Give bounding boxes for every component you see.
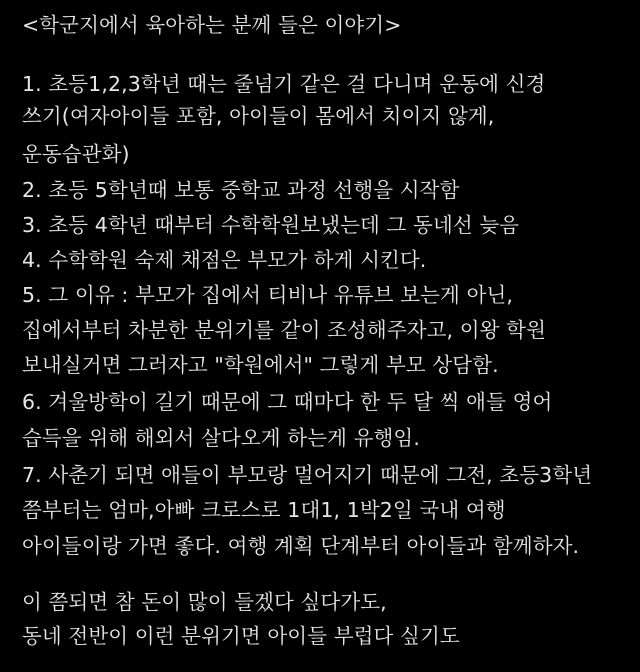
item-1-line-2: 쓰기(여자아이들 포함, 아이들이 몸에서 치이지 않게,: [22, 104, 495, 128]
item-7-line-1: 7. 사춘기 되면 애들이 부모랑 멀어지기 때문에 그전, 초등3학년: [22, 463, 593, 487]
item-7-line-3: 아이들이랑 가면 좋다. 여행 계획 단계부터 아이들과 함께하자.: [22, 534, 580, 558]
item-7-line-2: 쯤부터는 엄마,아빠 크로스로 1대1, 1박2일 국내 여행: [22, 498, 506, 522]
item-5-line-1: 5. 그 이유 : 부모가 집에서 티비나 유튜브 보는게 아닌,: [22, 283, 513, 307]
item-6-line-1: 6. 겨울방학이 길기 때문에 그 때마다 한 두 달 씩 애들 영어: [22, 390, 553, 414]
item-4-line-1: 4. 수학학원 숙제 채점은 부모가 하게 시킨다.: [22, 248, 427, 272]
item-2-line-1: 2. 초등 5학년때 보통 중학교 과정 선행을 시작함: [22, 178, 460, 202]
document-title: <학군지에서 육아하는 분께 들은 이야기>: [22, 13, 402, 37]
item-1-line-1: 1. 초등1,2,3학년 때는 줄넘기 같은 걸 다니며 운동에 신경: [22, 72, 546, 96]
closing-line-1: 이 쯤되면 참 돈이 많이 들겠다 싶다가도,: [22, 590, 387, 614]
item-1-line-3: 운동습관화): [22, 142, 130, 166]
item-3-line-1: 3. 초등 4학년 때부터 수학학원보냈는데 그 동네선 늦음: [22, 213, 520, 237]
closing-line-2: 동네 전반이 이런 분위기면 아이들 부럽다 싶기도: [22, 624, 460, 648]
item-6-line-2: 습득을 위해 해외서 살다오게 하는게 유행임.: [22, 426, 420, 450]
item-5-line-2: 집에서부터 차분한 분위기를 같이 조성해주자고, 이왕 학원: [22, 318, 546, 342]
item-5-line-3: 보내실거면 그러자고 "학원에서" 그렇게 부모 상담함.: [22, 353, 499, 377]
